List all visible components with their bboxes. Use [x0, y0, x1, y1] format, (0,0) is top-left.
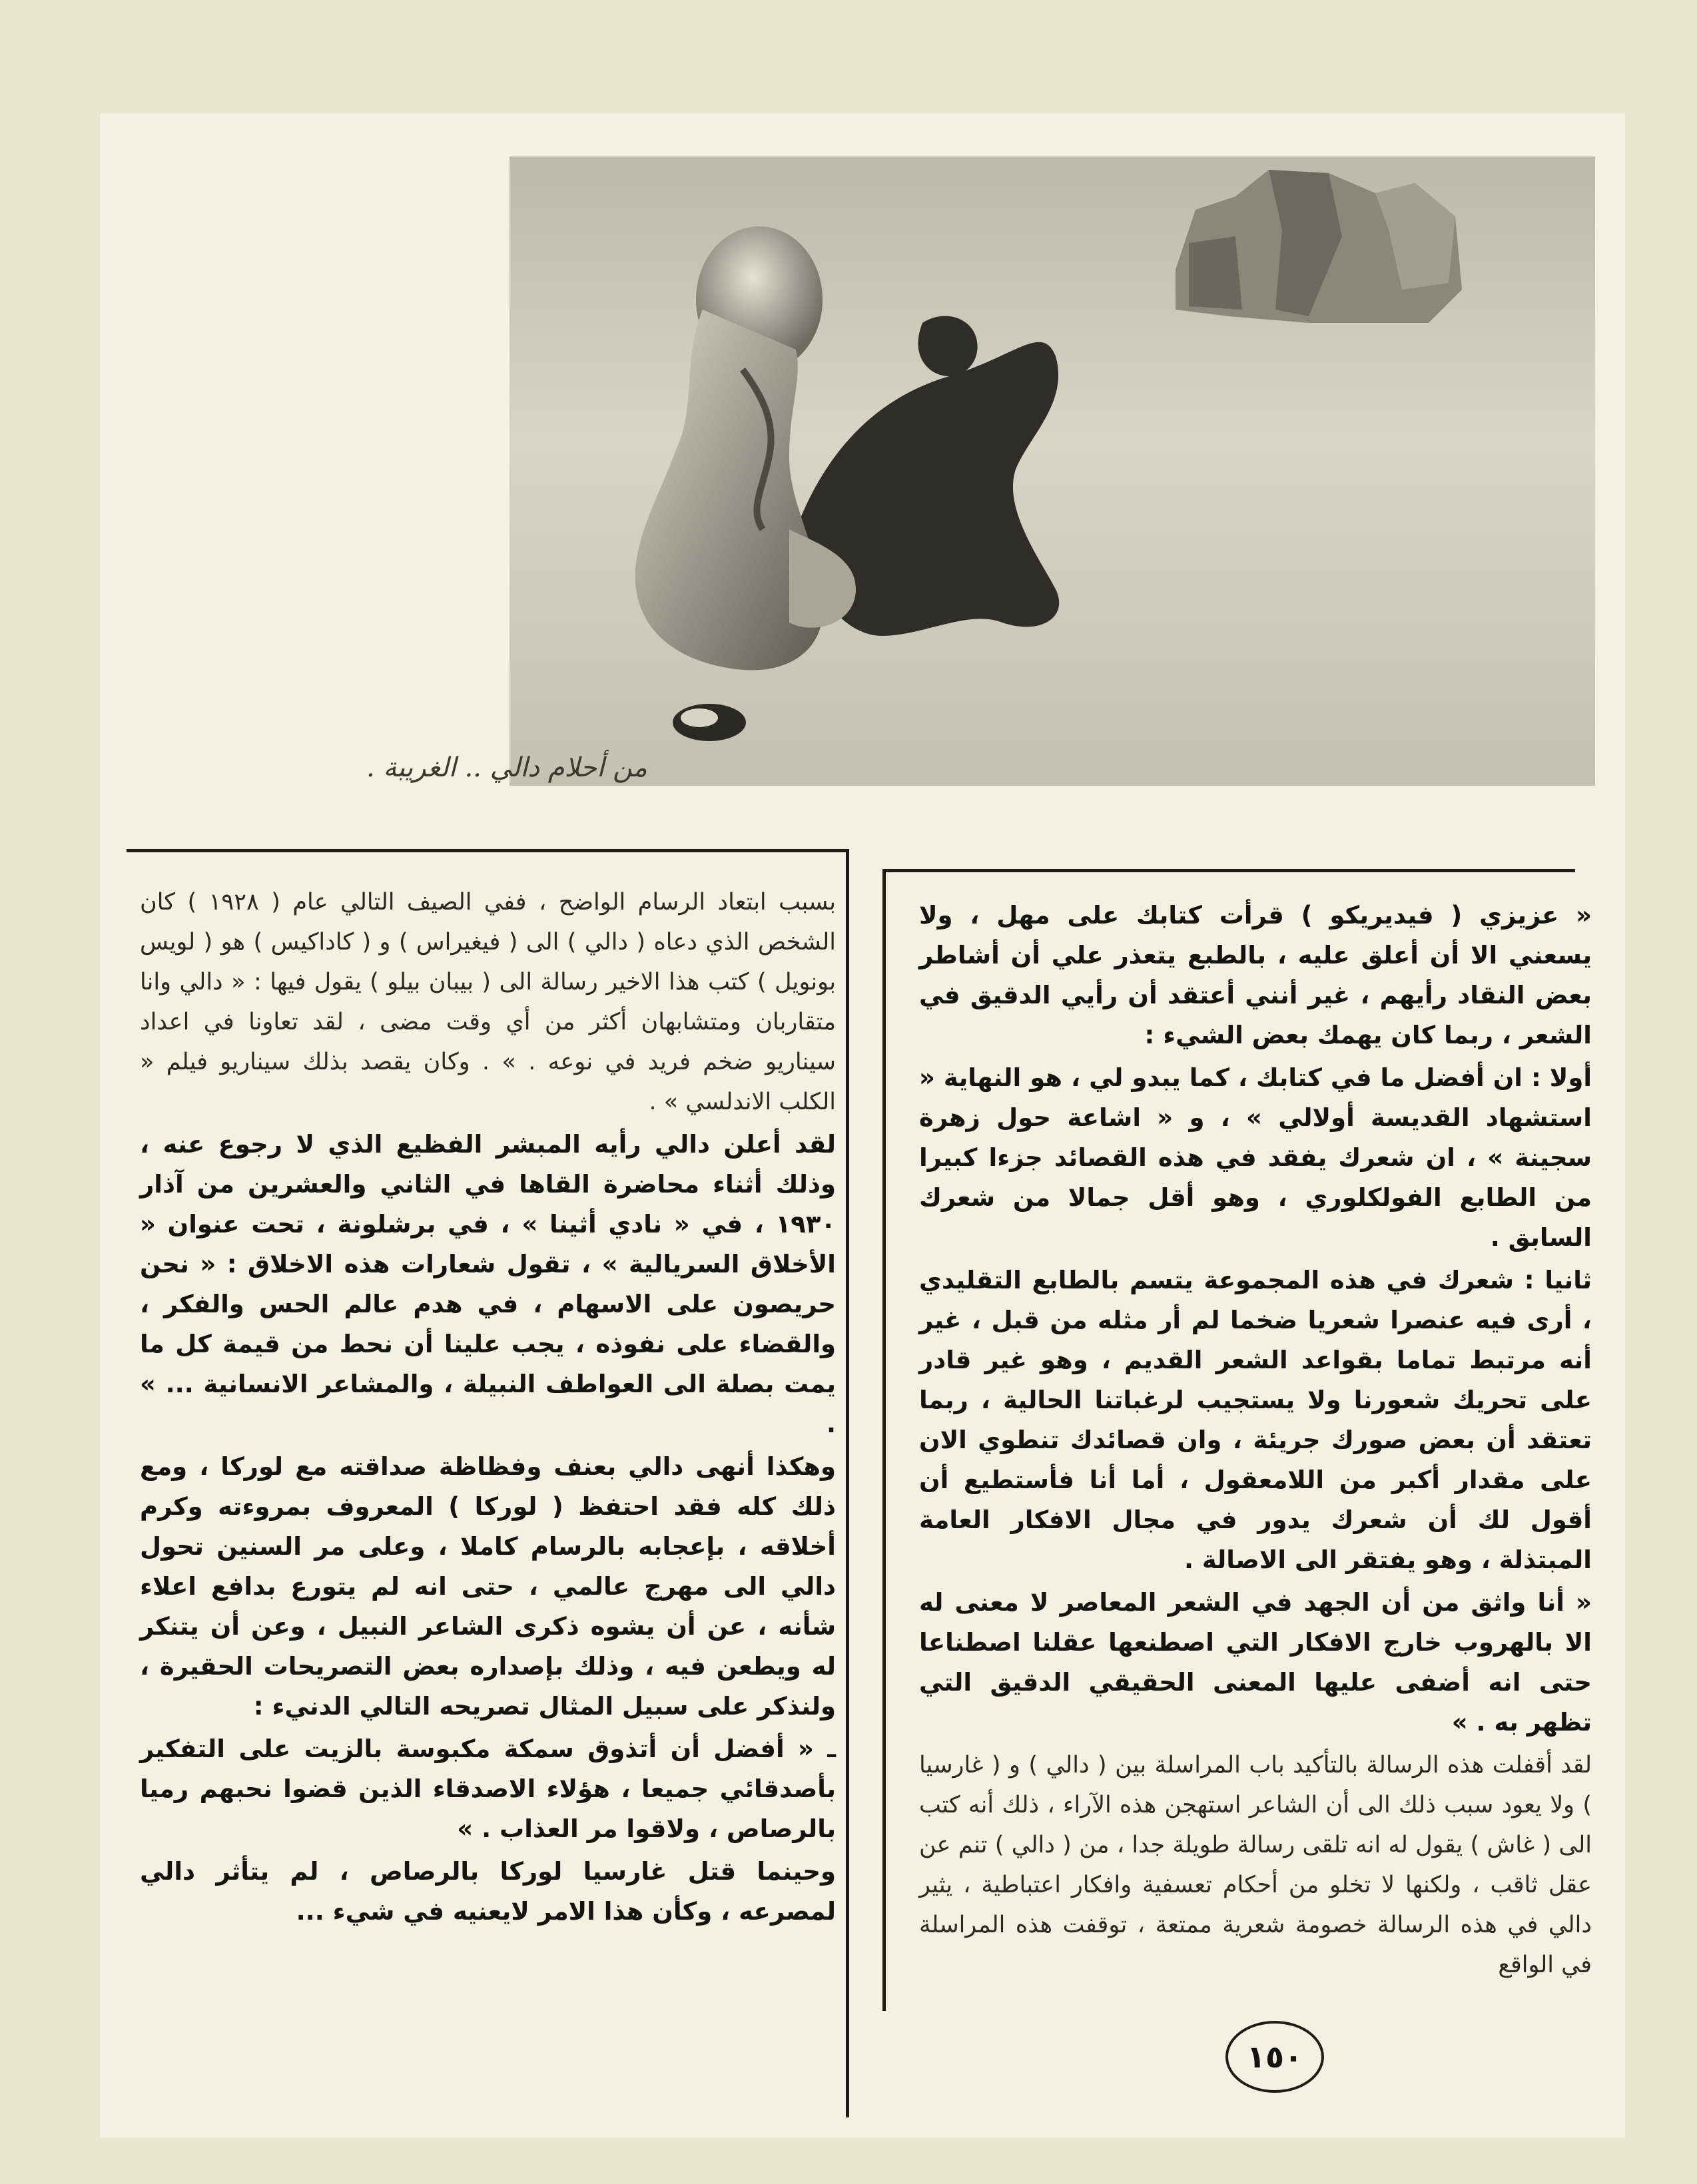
painting-caption: من أحلام دالي .. الغريبة . — [366, 752, 647, 783]
paragraph: « أنا واثق من أن الجهد في الشعر المعاصر لا معنى له الا بالهروب خارج الافكار التي اصطنعها عقلنا اصطناعا حتى انه أضفى عليها المعنى الحقيقي الدقيق التي تظهر به . » — [919, 1588, 1592, 1737]
paragraph: لقد أقفلت هذه الرسالة بالتأكيد باب المراسلة بين ( دالي ) و ( غارسيا ) ولا يعود سبب ذلك الى أن الشاعر استهجن هذه الآراء ، ذلك أنه كتب الى ( غاش ) يقول له انه تلقى رسالة طويلة جدا ، من ( دالي ) تنم عن عقل ثاقب ، ولكنها لا تخلو من أحكام تعسفية وافكار اعتباطية ، يثير دالي في هذه الرسالة خصومة شعرية ممتعة ، توقفت هذه المراسلة في الواقع — [919, 1752, 1592, 1978]
left-text-column — [140, 882, 836, 1934]
paragraph: « عزيزي ( فيديريكو ) قرأت كتابك على مهل ، ولا يسعني الا أن أعلق عليه ، بالطبع يتعذر علي أن أشاطر بعض النقاد رأيهم ، غير أنني أعتقد أن رأيي الدقيق في الشعر ، ربما كان يهمك بعض الشيء : — [919, 901, 1592, 1049]
paragraph: أولا : ان أفضل ما في كتابك ، كما يبدو لي ، هو النهاية « استشهاد القديسة أولالي » ، و « اشاعة حول زهرة سجينة » ، ان شعرك يفقد في هذه القصائد جزءا كبيرا من الطابع الفولكلوري ، وهو أقل جمالا من شعرك السابق . — [919, 1063, 1592, 1252]
dali-painting-image — [509, 156, 1595, 786]
paragraph: وهكذا أنهى دالي بعنف وفظاظة صداقته مع لوركا ، ومع ذلك كله فقد احتفظ ( لوركا ) المعروف بمروءته وكرم أخلاقه ، بإعجابه بالرسام كاملا ، وعلى مر السنين تحول دالي الى مهرج عالمي ، حتى انه لم يتورع بدافع اعلاء شأنه ، عن أن يشوه ذكرى الشاعر النبيل ، وعن أن يتنكر له ويطعن فيه ، وذلك بإصداره بعض التصريحات الحقيرة ، ولنذكر على سبيل المثال تصريحه التالي الدنيء : — [140, 1452, 836, 1721]
page-number: ١٥٠ — [1225, 2021, 1324, 2093]
paragraph: ـ « أفضل أن أتذوق سمكة مكبوسة بالزيت على التفكير بأصدقائي جميعا ، هؤلاء الاصدقاء الذين قضوا نحبهم رميا بالرصاص ، ولاقوا مر العذاب . » — [140, 1735, 836, 1843]
paragraph: ثانيا : شعرك في هذه المجموعة يتسم بالطابع التقليدي ، أرى فيه عنصرا شعريا ضخما لم أر مثله من قبل ، غير أنه مرتبط تماما بقواعد الشعر القديم ، وهو غير قادر على تحريك شعورنا ولا يستجيب لرغباتنا الحالية ، ربما تعتقد أن بعض صورك جريئة ، وان قصائدك تنطوي الان على مقدار أكبر من اللامعقول ، أما أنا فأستطيع أن أقول لك أن شعرك يدور في مجال الافكار العامة المبتذلة ، وهو يفتقر الى الاصالة . — [919, 1266, 1592, 1574]
paragraph: لقد أعلن دالي رأيه المبشر الفظيع الذي لا رجوع عنه ، وذلك أثناء محاضرة القاها في الثاني والعشرين من آذار ١٩٣٠ ، في « نادي أثينا » ، في برشلونة ، تحت عنوان « الأخلاق السريالية » ، تقول شعارات هذه الاخلاق : « نحن حريصون على الاسهام ، في هدم عالم الحس والفكر ، والقضاء على نفوذه ، يجب علينا أن نحط من قيمة كل ما يمت بصلة الى العواطف النبيلة ، والمشاعر الانسانية ... » . — [140, 1130, 836, 1438]
painting-illustration — [509, 156, 1595, 786]
paragraph: بسبب ابتعاد الرسام الواضح ، ففي الصيف التالي عام ( ١٩٢٨ ) كان الشخص الذي دعاه ( دالي ) الى ( فيغيراس ) و ( كاداكيس ) هو ( لويس بونويل ) كتب هذا الاخير رسالة الى ( بيبان بيلو ) يقول فيها : « دالي وانا متقاربان ومتشابهان أكثر من أي وقت مضى ، لقد تعاونا في اعداد سيناريو ضخم فريد في نوعه . » . وكان يقصد بذلك سيناريو فيلم « الكلب الاندلسي » . — [140, 889, 836, 1115]
paragraph: وحينما قتل غارسيا لوركا بالرصاص ، لم يتأثر دالي لمصرعه ، وكأن هذا الامر لايعنيه في شيء ... — [140, 1857, 836, 1926]
right-text-column — [919, 896, 1592, 1988]
